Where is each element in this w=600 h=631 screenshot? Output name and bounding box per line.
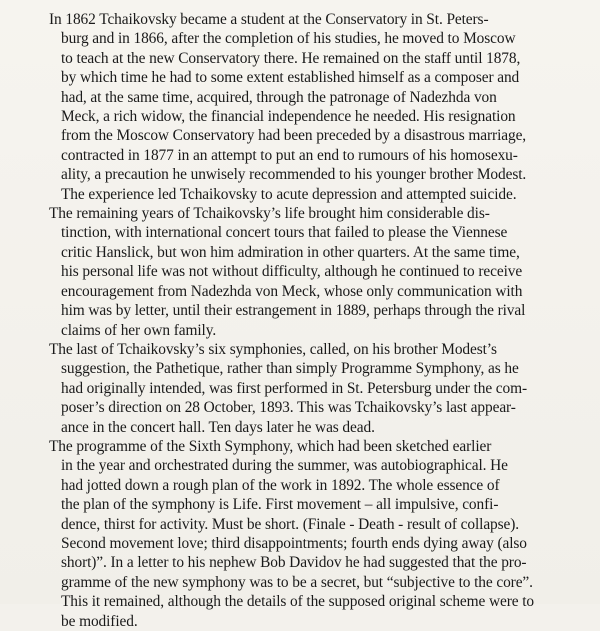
text-line: dence, thirst for activity. Must be short. (Finale - Death - result of collapse).	[61, 515, 520, 533]
text-line: the plan of the symphony is Life. First movement – all impulsive, confi-	[61, 496, 499, 514]
text-line: tinction, with international concert tours that failed to please the Viennese	[61, 224, 508, 242]
text-line: contracted in 1877 in an attempt to put an end to rumours of his homosexu-	[61, 146, 518, 164]
text-line: ality, a precaution he unwisely recommended to his younger brother Modest.	[61, 166, 527, 184]
text-line: to teach at the new Conservatory there. He remained on the staff until 1878,	[61, 49, 521, 67]
text-line: The experience led Tchaikovsky to acute depression and attempted suicide.	[61, 185, 517, 203]
text-line: claims of her own family.	[61, 321, 217, 339]
text-line: short)”. In a letter to his nephew Bob Davidov he had suggested that the pro-	[61, 554, 527, 572]
text-line: ance in the concert hall. Ten days later he was dead.	[61, 418, 375, 436]
text-line: him was by letter, until their estrangement in 1889, perhaps through the rival	[61, 302, 526, 320]
text-line: encouragement from Nadezhda von Meck, whose only communication with	[61, 282, 523, 300]
paragraph-4	[49, 437, 582, 631]
text-line: be modified.	[61, 612, 138, 630]
text-line: critic Hanslick, but won him admiration in other quarters. At the same time,	[61, 243, 520, 261]
text-line: gramme of the new symphony was to be a secret, but “subjective to the core”.	[61, 573, 533, 591]
text-line: poser’s direction on 28 October, 1893. This was Tchaikovsky’s last appear-	[61, 399, 516, 417]
text-line: his personal life was not without difficulty, although he continued to receive	[61, 263, 523, 281]
text-line: The programme of the Sixth Symphony, which had been sketched earlier	[49, 437, 492, 455]
text-line: burg and in 1866, after the completion of his studies, he moved to Moscow	[61, 30, 516, 48]
text-line: The remaining years of Tchaikovsky’s life brought him considerable dis-	[49, 205, 490, 223]
text-line: from the Moscow Conservatory had been preceded by a disastrous marriage,	[61, 127, 527, 145]
text-line: Meck, a rich widow, the financial independence he needed. His resignation	[61, 108, 516, 126]
text-line: in the year and orchestrated during the summer, was autobiographical. He	[61, 457, 508, 475]
text-line: In 1862 Tchaikovsky became a student at the Conservatory in St. Peters-	[49, 11, 489, 28]
text-line: Second movement love; third disappointments; fourth ends dying away (also	[61, 534, 527, 552]
text-line: had originally intended, was first performed in St. Petersburg under the com-	[61, 379, 528, 397]
paragraph-3	[49, 340, 582, 437]
text-line: This it remained, although the details of the supposed original scheme were to	[61, 593, 535, 611]
text-line: by which time he had to some extent established himself as a composer and	[61, 69, 520, 87]
text-line: The last of Tchaikovsky’s six symphonies, called, on his brother Modest’s	[49, 340, 497, 358]
text-line: had jotted down a rough plan of the work in 1892. The whole essence of	[61, 476, 500, 494]
text-line: suggestion, the Pathetique, rather than simply Programme Symphony, as he	[61, 360, 519, 378]
text-line: had, at the same time, acquired, through the patronage of Nadezhda von	[61, 88, 497, 106]
paragraph-1	[49, 10, 582, 204]
paragraph-2	[49, 204, 582, 340]
